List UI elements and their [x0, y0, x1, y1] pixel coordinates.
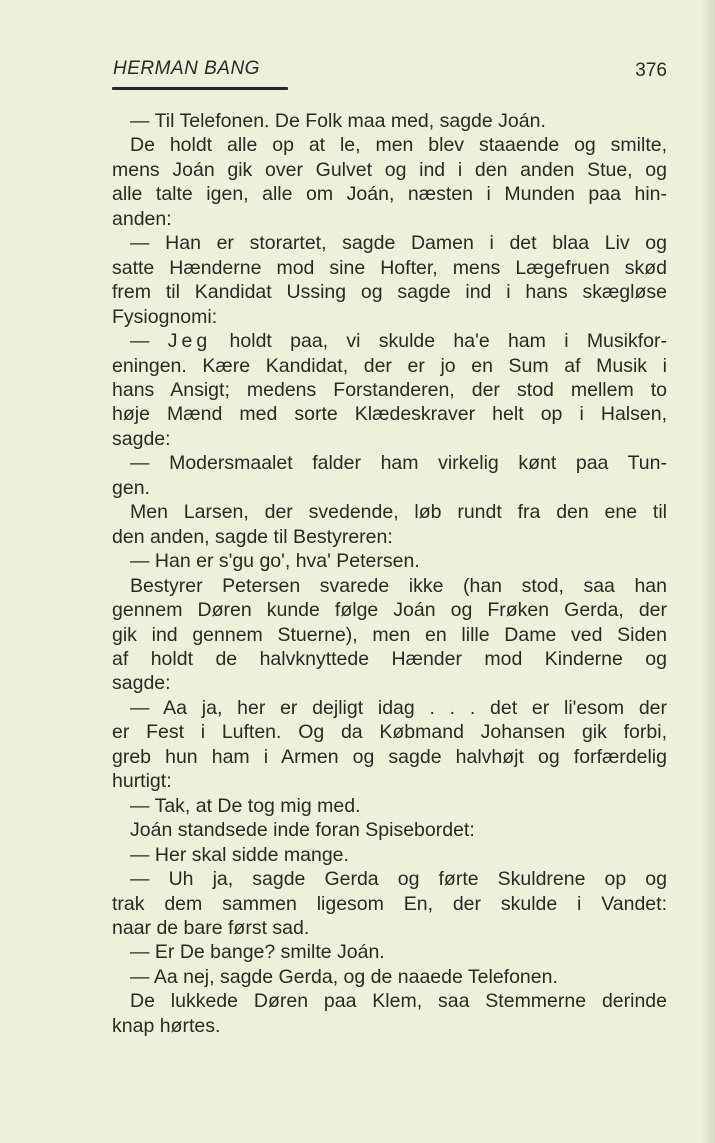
text-line: — Til Telefonen. De Folk maa med, sagde Joán.	[130, 110, 546, 132]
text-line: knap hørtes.	[112, 1014, 221, 1037]
text-line: gen.	[112, 476, 150, 499]
text-line: Fysiognomi:	[112, 305, 218, 328]
line-prefix: —	[130, 330, 168, 353]
text-line	[112, 329, 667, 353]
text-line: trak dem sammen ligesom En, der skulde i Vandet:	[112, 892, 667, 915]
emphasized-word: Jeg	[167, 330, 212, 353]
text-line: — Modersmaalet falder ham virkelig kønt paa Tun-	[130, 452, 667, 475]
text-line: sagde:	[112, 672, 171, 695]
text-line: Joán standsede inde foran Spisebordet:	[130, 819, 475, 842]
text-line: greb hun ham i Armen og sagde halvhøjt og forfærdelig	[112, 745, 667, 768]
text-line: er Fest i Luften. Og da Købmand Johansen gik forbi,	[112, 721, 667, 744]
text-line: De holdt alle op at le, men blev staaende og smilte,	[130, 134, 667, 157]
text-line: den anden, sagde til Bestyreren:	[112, 525, 393, 548]
page-number: 376	[635, 60, 667, 81]
text-line: Men Larsen, der svedende, løb rundt fra den ene til	[130, 501, 667, 524]
text-line: — Her skal sidde mange.	[130, 843, 349, 866]
text-line: høje Mænd med sorte Klædeskraver helt op i Halsen,	[112, 403, 667, 426]
text-line: alle talte igen, alle om Joán, næsten i Munden paa hin-	[112, 183, 667, 206]
text-line: af holdt de halvknyttede Hænder mod Kinderne og	[112, 647, 667, 670]
text-line: mens Joán gik over Gulvet og ind i den anden Stue, og	[112, 158, 667, 181]
running-head-author: HERMAN BANG	[113, 58, 260, 79]
text-line: — Uh ja, sagde Gerda og førte Skuldrene op og	[130, 868, 667, 891]
text-line: frem til Kandidat Ussing og sagde ind i hans skægløse	[112, 281, 667, 304]
text-line: satte Hænderne mod sine Hofter, mens Lægefruen skød	[112, 256, 667, 279]
text-line: — Er De bange? smilte Joán.	[130, 941, 385, 964]
text-line: hans Ansigt; medens Forstanderen, der stod mellem to	[112, 378, 667, 401]
text-line: — Tak, at De tog mig med.	[130, 794, 361, 817]
text-line: sagde:	[112, 427, 171, 450]
text-line: — Han er s'gu go', hva' Petersen.	[130, 550, 420, 573]
text-line: — Aa nej, sagde Gerda, og de naaede Telefonen.	[130, 965, 558, 988]
text-line: naar de bare først sad.	[112, 916, 310, 939]
text-line: — Han er storartet, sagde Damen i det blaa Liv og	[130, 232, 667, 255]
text-line: gennem Døren kunde følge Joán og Frøken Gerda, der	[112, 599, 667, 622]
text-line: — Aa ja, her er dejligt idag . . . det er li'esom der	[130, 696, 667, 719]
text-line: gik ind gennem Stuerne), men en lille Dame ved Siden	[112, 623, 667, 646]
page-edge-shadow	[701, 0, 715, 1143]
text-line: eningen. Kære Kandidat, der er jo en Sum af Musik i	[112, 354, 667, 377]
text-line: anden:	[112, 207, 172, 230]
header-underline	[112, 87, 288, 90]
body-text	[112, 109, 667, 1038]
text-line: Bestyrer Petersen svarede ikke (han stod, saa han	[130, 574, 667, 597]
line-text: holdt paa, vi skulde ha'e ham i Musikfor-	[229, 330, 667, 353]
text-line: De lukkede Døren paa Klem, saa Stemmerne derinde	[130, 990, 667, 1013]
text-line: hurtigt:	[112, 770, 172, 793]
